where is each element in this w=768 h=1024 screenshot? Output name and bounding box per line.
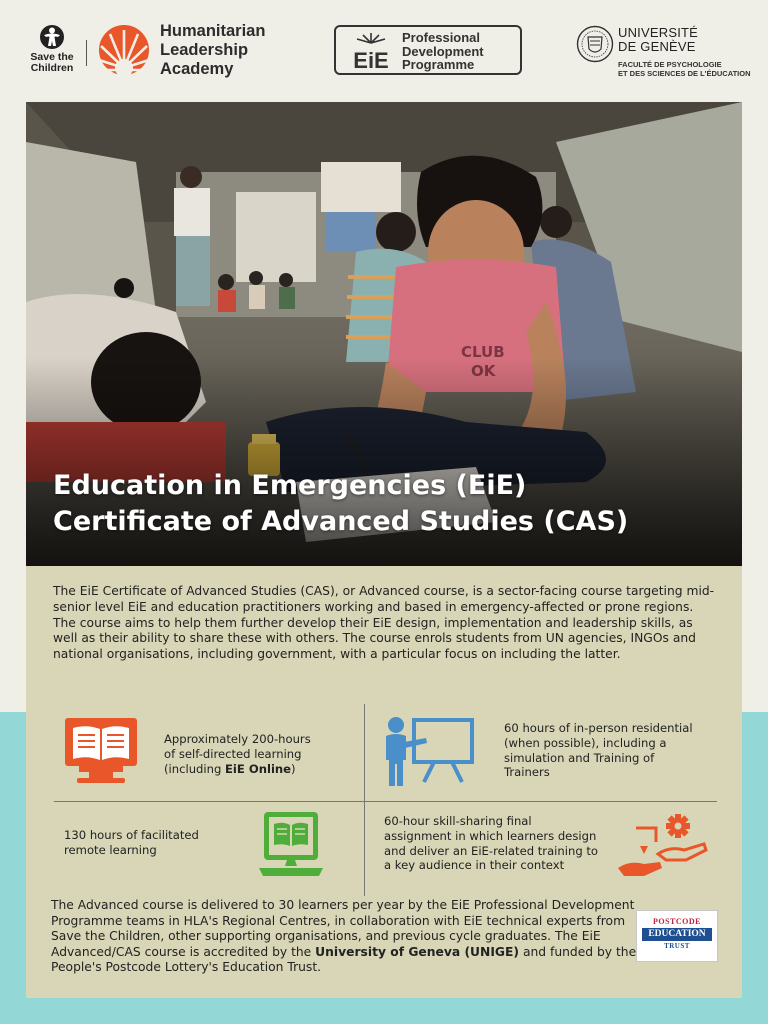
hla-wordmark xyxy=(160,22,265,79)
eie-mark-icon xyxy=(344,31,398,71)
logo-separator xyxy=(86,40,87,66)
assignment-line-2: assignment in which learners design xyxy=(384,828,597,843)
eie-online-bold: EiE Online xyxy=(225,761,292,776)
hands-gear-icon xyxy=(614,812,710,882)
self-directed-suffix: ) xyxy=(291,761,296,776)
laptop-book-icon xyxy=(257,810,325,878)
in-person-line-2: (when possible), including a xyxy=(504,735,667,750)
self-directed-line-3 xyxy=(164,762,311,777)
info-panel xyxy=(26,566,742,998)
unige-faculty-line-1: FACULTÉ DE PSYCHOLOGIE xyxy=(618,60,722,69)
remote-line-1: 130 hours of facilitated xyxy=(64,828,199,842)
pdp-line-1: Professional xyxy=(402,30,481,45)
assignment-line-3: and deliver an EiE-related training to xyxy=(384,843,599,858)
unige-line-2: DE GENÈVE xyxy=(618,39,696,54)
self-directed-line-1: Approximately 200-hours xyxy=(164,732,311,746)
in-person-text xyxy=(504,721,693,780)
assignment-text xyxy=(384,814,598,873)
title-line-1: Education in Emergencies (EiE) xyxy=(53,470,527,501)
assignment-line-1: 60-hour skill-sharing final xyxy=(384,814,532,828)
pdp-line-3: Programme xyxy=(402,57,475,72)
eie-mark-text: EiE xyxy=(353,48,389,71)
outro-part-1: The Advanced course is delivered to 30 learners per year by the EiE Professional Development Programme teams in HLA's Regional Centres, in collaboration with EiE technical experts from Save the Children, other supporting organisations, and previous cycle graduates. The EiE Advanced/CAS course is accredited by the xyxy=(51,898,635,959)
hla-sunrise-icon xyxy=(96,24,152,76)
in-person-line-4: Trainers xyxy=(504,765,550,780)
in-person-line-1: 60 hours of in-person residential xyxy=(504,721,693,735)
pdp-logo xyxy=(334,25,522,75)
outro-part-2: and funded by the People's Postcode Lottery's Education Trust. xyxy=(51,944,637,975)
unige-wordmark xyxy=(618,26,698,54)
save-the-children-logo xyxy=(22,24,82,74)
hla-line-2: Leadership xyxy=(160,41,249,59)
outro-paragraph xyxy=(51,898,641,976)
hero-photo xyxy=(26,102,742,566)
postcode-middle: EDUCATION xyxy=(642,928,712,941)
in-person-line-3: simulation and Training of xyxy=(504,750,655,765)
unige-bold: University of Geneva (UNIGE) xyxy=(315,944,520,959)
stc-line-2: Children xyxy=(30,62,74,74)
unige-faculty xyxy=(618,60,751,78)
postcode-bottom: TRUST xyxy=(664,942,690,950)
unige-seal-icon xyxy=(576,25,614,63)
unige-faculty-line-2: ET DES SCIENCES DE L'ÉDUCATION xyxy=(618,69,751,78)
unige-line-1: UNIVERSITÉ xyxy=(618,25,699,40)
page-title xyxy=(53,468,628,540)
pdp-line-2: Development xyxy=(402,43,484,59)
horizontal-divider xyxy=(54,801,717,802)
postcode-education-trust-logo xyxy=(636,910,718,962)
save-the-children-icon xyxy=(38,24,66,50)
self-directed-text xyxy=(164,732,311,776)
postcode-top: POSTCODE xyxy=(652,917,701,926)
remote-line-2: remote learning xyxy=(64,842,157,857)
self-directed-line-2: of self-directed learning xyxy=(164,746,302,761)
remote-text xyxy=(64,828,199,858)
intro-paragraph: The EiE Certificate of Advanced Studies (CAS), or Advanced course, is a sector-facing course targeting mid-senior level EiE and education practitioners working and based in emergency-affected or prone regions. The course aims to help them further develop their EiE design, implementation and leadership skills, as well as their ability to share these with others. The course enrols students from UN agencies, INGOs and national organisations, including government, with a particular focus on including the latter. xyxy=(53,584,715,662)
self-directed-prefix: (including xyxy=(164,761,226,776)
title-line-2: Certificate of Advanced Studies (CAS) xyxy=(53,506,629,537)
presenter-board-icon xyxy=(384,716,476,788)
stc-line-1: Save the xyxy=(30,51,74,63)
hla-line-3: Academy xyxy=(160,60,234,78)
assignment-line-4: a key audience in their context xyxy=(384,858,565,873)
book-computer-icon xyxy=(63,716,139,786)
vertical-divider xyxy=(364,704,365,896)
hla-line-1: Humanitarian xyxy=(160,22,266,40)
